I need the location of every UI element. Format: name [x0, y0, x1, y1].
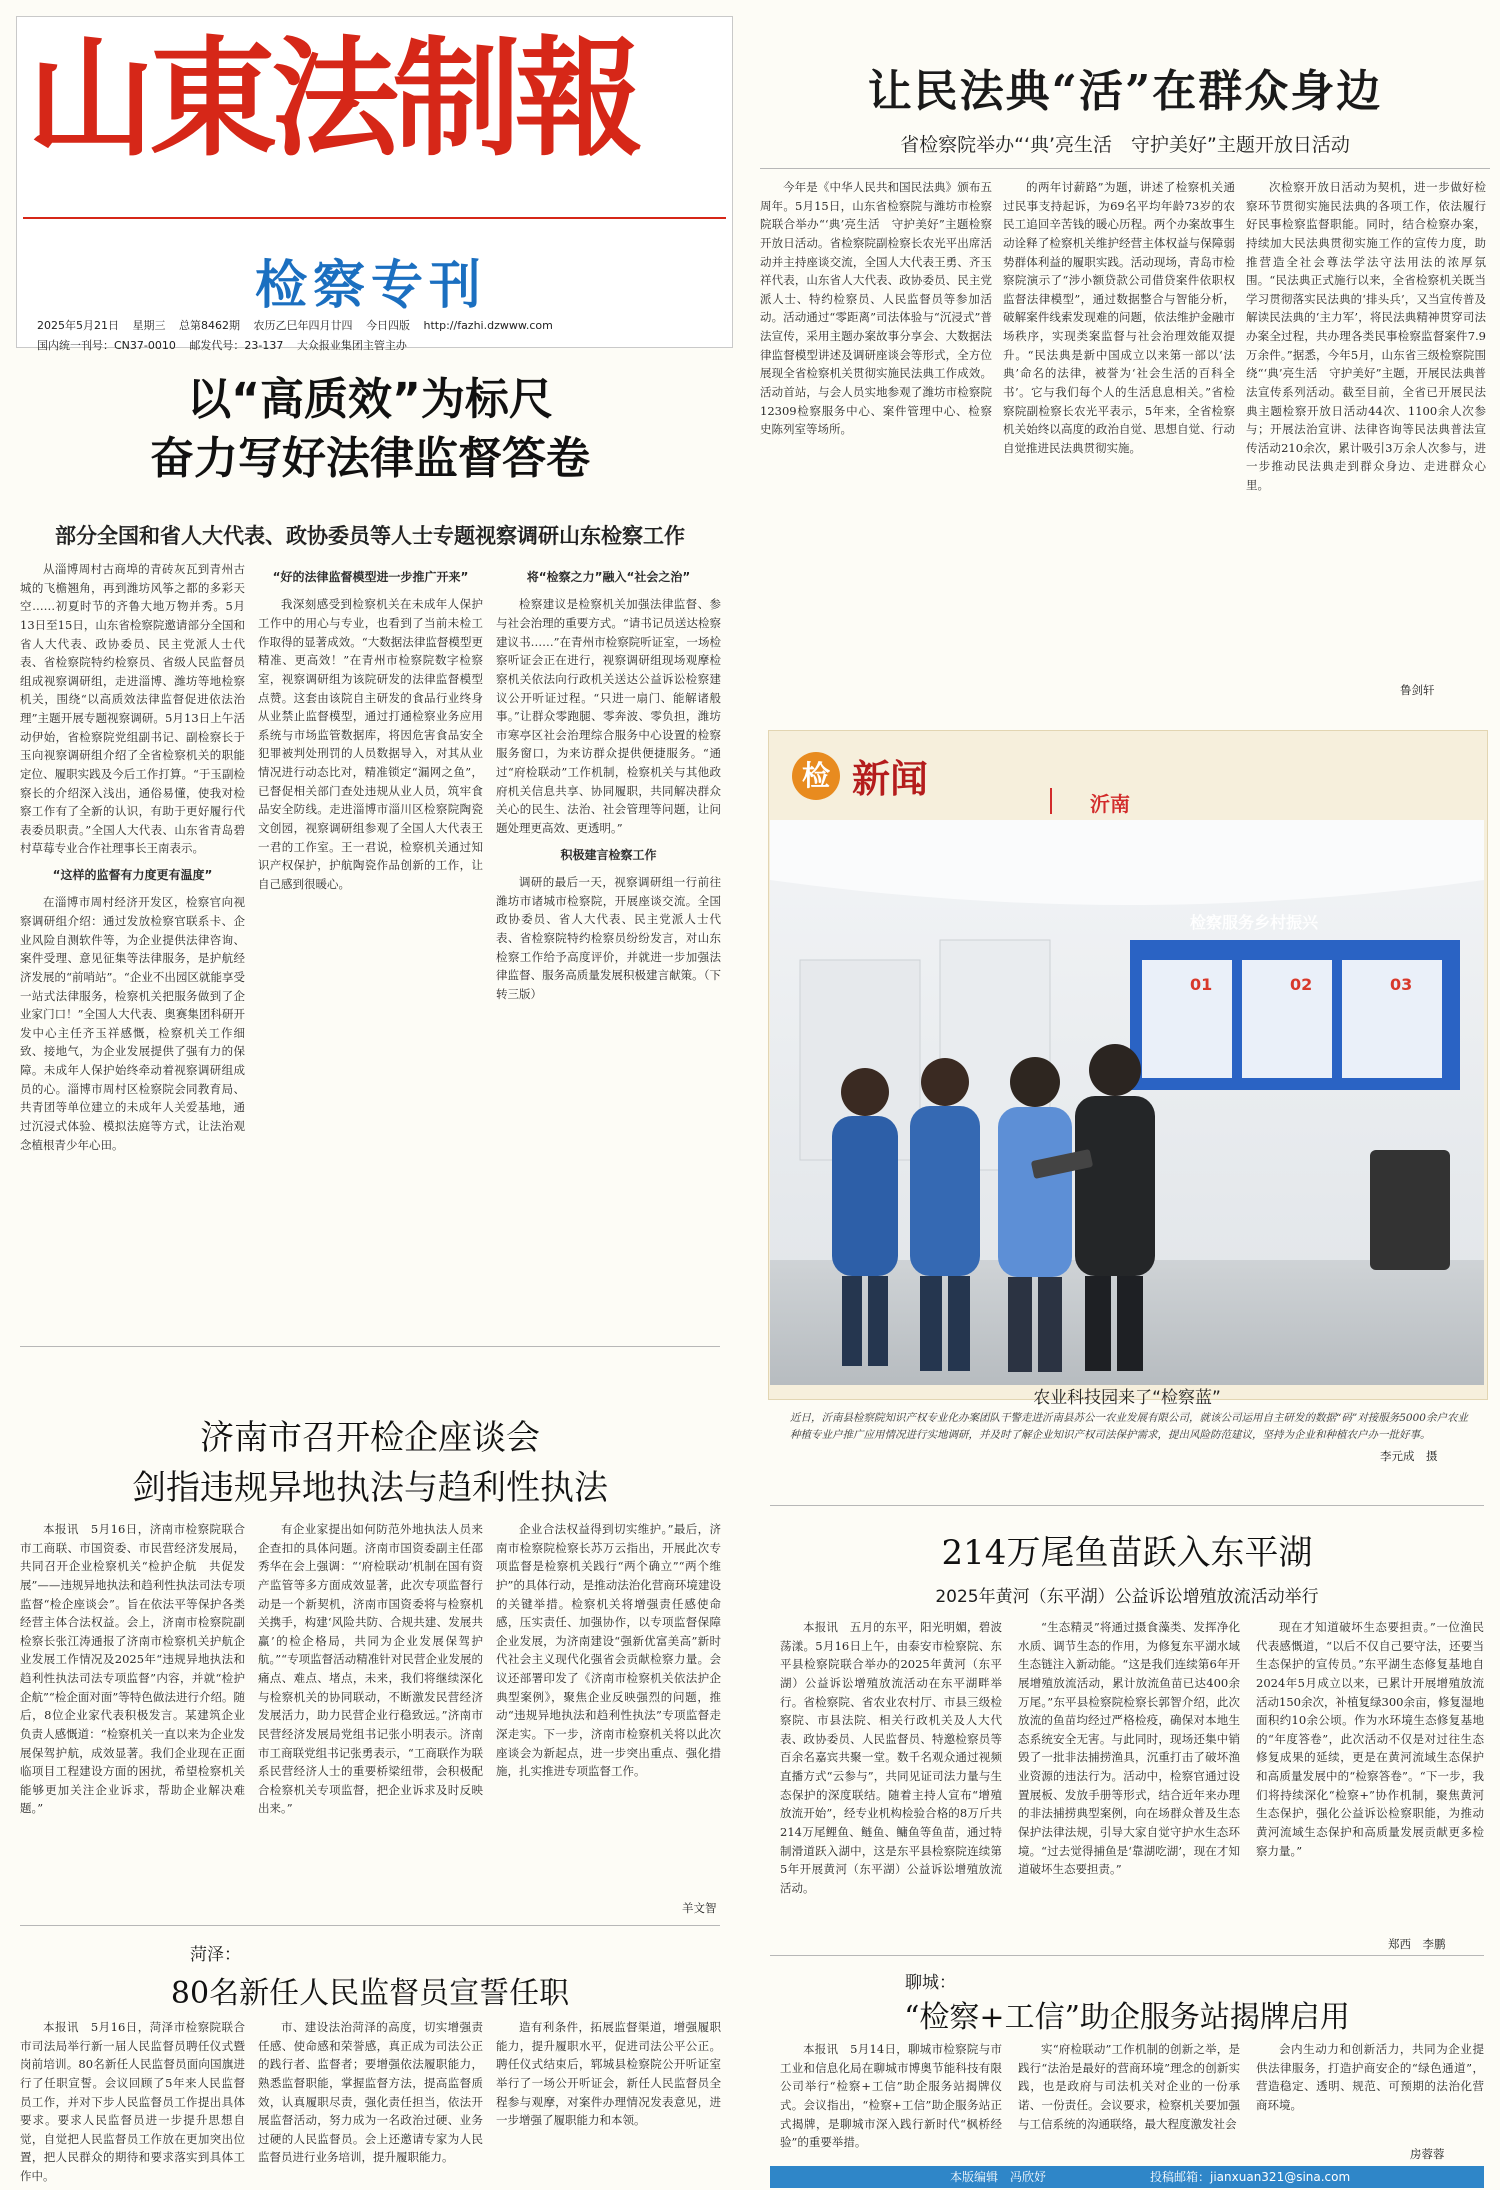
photo-feature-heading: 新闻: [852, 757, 929, 801]
story3-column-3: [496, 2018, 721, 2183]
story4-paragraph: 会内生动力和创新活力，共同为企业提供法律服务，打造护商安企的“绿色通道”，营造稳定、透明、规范、可预期的法治化营商环境。: [1256, 2042, 1484, 2112]
story1-title-line2: 奋力写好法律监督答卷: [150, 433, 590, 485]
story1-subheading: 积极建言检察工作: [560, 847, 657, 862]
story-right1-byline: 鲁剑轩: [1400, 683, 1435, 697]
story1-column-3: [496, 560, 721, 1335]
story1-subheading: 将“检察之力”融入“社会之治”: [526, 570, 691, 584]
newspaper-title: 山東法制報: [27, 24, 638, 174]
story3-paragraph: 本报讯 5月16日，菏泽市检察院联合市司法局举行新一届人民监督员聘任仪式暨岗前培训。80名新任人民监督员面向国旗进行了任职宣誓。会议回顾了5年来人民监督员工作，并对下步人民监督员工作提出具体要求。要求人民监督员进一步提升思想自觉，自觉把人民监督员工作放在更加突出位置，把人民群众的期待和要求落实到具体工作中。: [20, 2020, 245, 2183]
story-right1-paragraph: 的两年讨薪路”为题，讲述了检察机关通过民事支持起诉，为69名平均年龄73岁的农民工追回辛苦钱的暖心历程。两个办案故事生动诠释了检察机关维护经营主体权益与保障弱势群体利益的履职实践。活动现场，青岛市检察院演示了“涉小额贷款公司借贷案件依职权监督法律模型”，通过数据整合与智能分析，破解案件线索发现难的问题，依法维护金融市场秩序，实现类案监督与社会治理效能双提升。“民法典是新中国成立以来第一部以‘法典’命名的法律，被誉为‘社会生活的百科全书’。它与我们每个人的生活息息相关。”省检察院副检察长农光平表示，5年来，全省检察机关始终以高度的政治自觉、思想自觉、行动自觉推进民法典贯彻实施。: [1003, 180, 1235, 455]
story4-column-1: [780, 2040, 1002, 2162]
story-right2-column-2: [1018, 1618, 1240, 1948]
story2-title-line2: 剑指违规异地执法与趋利性执法: [132, 1468, 608, 1508]
issue-pages: 今日四版: [366, 319, 410, 332]
story-right2-paragraph: 本报讯 五月的东平，阳光明媚，碧波荡漾。5月16日上午，由泰安市检察院、东平县检察院联合举办的2025年黄河（东平湖）公益诉讼增殖放流活动在东平湖畔举行。省检察院、省农业农村厅、市县三级检察院、市县法院、相关行政机关及人大代表、政协委员、人民监督员、特邀检察员等百余名嘉宾共聚一堂。数千名观众通过视频直播方式“云参与”，共同见证司法力量与生态保护的深度联结。随着主持人宣布“增殖放流开始”，经专业机构检验合格的8万斤共214万尾鲤鱼、鲢鱼、鳙鱼等鱼苗，通过特制滑道跃入湖中，这是东平县检察院连续第5年开展黄河（东平湖）公益诉讼增殖放流活动。: [780, 1620, 1002, 1895]
story2-byline: 羊文智: [682, 1901, 717, 1915]
story2-title-line1: 济南市召开检企座谈会: [200, 1418, 540, 1458]
masthead-info-line1: [37, 317, 752, 333]
story1-title-line1: 以“高质效”为标尺: [187, 374, 553, 425]
story3-paragraph: 造有利条件，拓展监督渠道，增强履职能力，提升履职水平，促进司法公平公正。聘任仪式结束后，郓城县检察院公开听证室举行了一场公开听证会，新任人民监督员全程参与观摩，对案件办理情况发表意见，进一步增强了履职能力和本领。: [496, 2020, 721, 2128]
footer-bar: [770, 2166, 1484, 2188]
story-right2-title: 214万尾鱼苗跃入东平湖: [941, 1533, 1313, 1573]
story-right1-paragraph: 今年是《中华人民共和国民法典》颁布五周年。5月15日，山东省检察院与潍坊市检察院联合举办“‘典’亮生活 守护美好”主题检察开放日活动。省检察院副检察长农光平出席活动并主持座谈交流，全国人大代表王勇、齐玉祥代表，山东省人大代表、政协委员、民主党派人士、特约检察员、人民监督员等参加活动。活动通过“零距离”司法体验与“沉浸式”普法宣传，采用主题办案故事分享会、大数据法律监督模型讲述及调研座谈会等形式，全方位展现全省检察机关贯彻实施民法典工作成效。活动首站，与会人员实地参观了潍坊市检察院12309检察服务中心、案件管理中心、检察史陈列室等场所。: [760, 180, 992, 437]
story2-paragraph: 有企业家提出如何防范外地执法人员来企查扣的具体问题。济南市国资委副主任邵秀华在会上强调：“‘府检联动’机制在国有资产监管等多方面成效显著，此次专项监督行动是一个新契机，济南市国资委将与检察机关携手，构建‘风险共防、合规共建、发展共赢’的检企格局，共同为企业发展保驾护航。”“专项监督活动精准针对民营企业发展的痛点、难点、堵点，未来，我们将继续深化与检察机关的协同联动，不断激发民营经济发展活力，助力民营企业行稳致远。”济南市民营经济发展局党组书记张小明表示。济南市工商联党组书记张勇表示，“工商联作为联系民营经济人士的重要桥梁纽带，会积极配合检察机关专项监督，把企业诉求及时反映出来。”: [258, 1522, 483, 1816]
story4-kicker: 聊城：: [905, 1973, 956, 1993]
wall-badge: 03: [1390, 975, 1413, 994]
story1-subheading: “这样的监督有力度更有温度”: [52, 868, 213, 882]
story4-column-3: [1256, 2040, 1484, 2148]
photo-scene-illustration: [770, 820, 1484, 1385]
issue-total: 总第8462期: [179, 319, 240, 332]
photo-feature-city: 沂南: [1090, 792, 1130, 816]
story-right2-column-3: [1256, 1618, 1484, 1936]
news-photo: [770, 820, 1484, 1385]
story1-headline: [20, 370, 720, 489]
story1-paragraph: 检察建议是检察机关加强法律监督、参与社会治理的重要方式。“请书记员送达检察建议书……”在青州市检察院听证室，一场检察听证会正在进行，视察调研组现场观摩检察机关依法向行政机关送达公益诉讼检察建议公开听证过程。“只进一扇门、能解诸般事。”让群众零跑腿、零奔波、零负担，潍坊市寒亭区社会治理综合服务中心设置的检察服务窗口，为来访群众提供便捷服务。“通过“府检联动”工作机制，检察机关与其他政府机关信息共享、协同履职，共同解决群众关心的民生、法治、社会管理等问题，让问题处理更高效、更透明。”: [496, 597, 721, 835]
photo-note: 近日，沂南县检察院知识产权专业化办案团队干警走进沂南县苏公一农业发展有限公司，就该公司运用自主研发的数据“码”对接服务5000余户农业种植专业户推广应用情况进行实地调研，并及时了解企业知识产权司法保护需求，提出风险防范建议，坚持为企业和种植农户办一批好事。: [790, 1412, 1468, 1441]
story2-paragraph: 本报讯 5月16日，济南市检察院联合市工商联、市国资委、市民营经济发展局，共同召开企业检察机关“检护企航 共促发展”——违规异地执法和趋利性执法司法专项监督“检企座谈会”。旨在依法平等保护各类经营主体合法权益。会上，济南市检察院副检察长张江涛通报了济南市检察机关护航企业发展工作情况及2025年“违规异地执法和趋利性执法司法专项监督”内容，并就“检护企航”“检企面对面”等特色做法进行介绍。随后，8位企业家代表积极发言。某建筑企业负责人感慨道：“检察机关一直以来为企业发展保驾护航，成效显著。我们企业现在正面临项目工程建设方面的困扰，希望检察机关能够更加关注企业诉求，帮助企业解决难题。”: [20, 1522, 245, 1816]
divider: [770, 1505, 1484, 1506]
story2-paragraph: 企业合法权益得到切实维护。”最后，济南市检察院检察长苏万云指出，开展此次专项监督是检察机关践行“两个确立”“两个维护”的具体行动，是推动法治化营商环境建设的关键举措。检察机关将增强责任感使命感，压实责任、加强协作，以专项监督保障企业发展，为济南建设“强新优富美高”新时代社会主义现代化强省会贡献检察力量。会议还部署印发了《济南市检察机关依法护企典型案例》，聚焦企业反映强烈的问题，推动“违规异地执法和趋利性执法”专项监督走深走实。下一步，济南市检察机关将以此次座谈会为新起点，进一步突出重点、强化措施，扎实推进专项监督工作。: [496, 1522, 721, 1779]
story-right1-title: 让民法典“活”在群众身边: [867, 66, 1383, 117]
story1-deck: 部分全国和省人大代表、政协委员等人士专题视察调研山东检察工作: [55, 524, 685, 548]
story-right2-byline: 郑西 李鹏: [1388, 1937, 1446, 1951]
masthead-title-area: [17, 17, 732, 217]
story2-column-1: [20, 1520, 245, 1920]
story1-paragraph: 我深刻感受到检察机关在未成年人保护工作中的用心与专业，也看到了当前未检工作取得的显著成效。“大数据法律监督模型更精准、更高效！”在青州市检察院数字检察室，视察调研组为该院研发的法律监督模型点赞。这套由该院自主研发的食品行业终身从业禁止监督模型，通过打通检察业务应用系统与市场监管数据库，将因危害食品安全犯罪被判处刑罚的人员数据导入，对其从业情况进行动态比对，精准锁定“漏网之鱼”，已督促相关部门查处违规从业人员，筑牢食品安全防线。走进淄博市淄川区检察院陶瓷文创园，视察调研组参观了全国人大代表王一君的工作室。王一君说，检察机关通过知识产权保护，护航陶瓷作品创新的工作，让自己感到很暖心。: [258, 597, 483, 891]
issue-website[interactable]: http://fazhi.dzwww.com: [423, 319, 553, 332]
story1-column-1: [20, 560, 245, 1335]
postal-code: 邮发代号：23-137: [189, 339, 284, 352]
publisher: 大众报业集团主管主办: [296, 339, 407, 352]
photo-credit: 李元成 摄: [1380, 1449, 1438, 1463]
divider: [760, 168, 1490, 169]
story1-subheading: “好的法律监督模型进一步推广开来”: [272, 570, 469, 584]
heading-divider: [1050, 788, 1052, 814]
story-right1-paragraph: 次检察开放日活动为契机，进一步做好检察环节贯彻实施民法典的各项工作，依法履行好民事检察监督职能。同时，结合检察办案，持续加大民法典贯彻实施工作的宣传力度，助推营造全社会尊法学法守法用法的浓厚氛围。“民法典正式施行以来，全省检察机关既当学习贯彻落实民法典的‘排头兵’，又当宣传普及解读民法典的‘主力军’，将民法典精神贯穿司法办案全过程，共办理各类民事检察监督案件7.9万余件。”据悉，今年5月，山东省三级检察院围绕“‘典’亮生活 守护美好”主题，开展民法典普法宣传系列活动。截至目前，全省已开展民法典主题检察开放日活动44次、1100余人次参与；开展法治宣讲、法律咨询等民法典普法宣传活动210余次，累计吸引3万余人次参与，进一步推动民法典走到群众身边、走进群众心里。: [1246, 180, 1486, 492]
jian-badge-icon: 检: [792, 752, 840, 800]
story-right1-deck: 省检察院举办“‘典’亮生活 守护美好”主题开放日活动: [900, 134, 1350, 156]
issue-weekday: 星期三: [132, 319, 166, 332]
cn-number: 国内统一刊号：CN37-0010: [37, 339, 176, 352]
story4-byline: 房蓉蓉: [1410, 2147, 1445, 2161]
story-right2-paragraph: “生态精灵”将通过摄食藻类、发挥净化水质、调节生态的作用，为修复东平湖水域生态链注入新动能。“这是我们连续第6年开展增殖放流活动，累计放流鱼苗已达400余万尾。”东平县检察院检察长郭智介绍，此次放流的鱼苗均经过严格检疫，确保对本地生态系统安全无害。与此同时，现场还集中销毁了一批非法捕捞渔具，沉重打击了破坏渔业资源的违法行为。活动中，检察官通过设置展板、发放手册等形式，结合近年来办理的非法捕捞典型案例，向在场群众普及生态保护法律法规，引导大家自觉守护水生态环境。“过去觉得捕鱼是‘靠湖吃湖’，现在才知道破坏生态要担责。”: [1018, 1620, 1240, 1877]
story2-column-3: [496, 1520, 721, 1900]
story4-title: “检察+工信”助企服务站揭牌启用: [904, 2000, 1350, 2035]
story-right2-deck: 2025年黄河（东平湖）公益诉讼增殖放流活动举行: [935, 1587, 1319, 1607]
masthead-rule: [23, 217, 726, 219]
story3-paragraph: 市、建设法治菏泽的高度，切实增强责任感、使命感和荣誉感，真正成为司法公正的践行者、监督者；要增强依法履职能力，熟悉监督职能，掌握监督方法，提高监督质效，认真履职尽责，强化责任担当，依法开展监督活动，努力成为一名政治过硬、业务过硬的人民监督员。会上还邀请专家为人民监督员进行业务培训，提升履职能力。: [258, 2020, 483, 2165]
wall-heading: 检察服务乡村振兴: [1190, 913, 1319, 932]
section-title: 检察专刊: [255, 256, 488, 316]
divider: [20, 1346, 720, 1347]
story3-title: 80名新任人民监督员宣誓任职: [170, 1976, 570, 2011]
story-right1-column-3: [1246, 178, 1486, 678]
wall-badge: 01: [1190, 975, 1213, 994]
issue-date: 2025年5月21日: [37, 319, 119, 332]
wall-badge: 02: [1290, 975, 1313, 994]
story1-paragraph: 调研的最后一天，视察调研组一行前往潍坊市诸城市检察院，开展座谈交流。全国政协委员、省人大代表、民主党派人士代表、省检察院特约检察员纷纷发言，对山东检察工作给予高度评价，并就进一步加强法律监督、服务高质量发展积极建言献策。（下转三版）: [496, 875, 721, 1001]
photo-caption: 农业科技园来了“检察蓝”: [1033, 1388, 1221, 1408]
footer-email[interactable]: 投稿邮箱：jianxuan321@sina.com: [1150, 2170, 1351, 2184]
display-screen: [1370, 1150, 1450, 1270]
masthead-info-line2: [37, 337, 752, 353]
story1-column-2: [258, 560, 483, 1335]
story-right2-paragraph: 现在才知道破坏生态要担责。”一位渔民代表感慨道，“以后不仅自己要守法，还要当生态保护的宣传员。”东平湖生态修复基地自2024年5月成立以来，已累计开展增殖放流活动150余次，补植复绿300余亩，修复湿地面积约10余公顷。作为水环境生态修复基地的“年度答卷”，此次活动不仅是对过往生态修复成果的延续，更是在黄河流域生态保护和高质量发展中的“检察答卷”。“下一步，我们将持续深化“检察+”协作机制，聚焦黄河生态保护，强化公益诉讼检察职能，为推动黄河流域生态保护和高质量发展贡献更多检察力量。”: [1256, 1620, 1484, 1858]
story1-paragraph: 在淄博市周村经济开发区，检察官向视察调研组介绍：通过发放检察官联系卡、企业风险自测软件等，为企业提供法律咨询、案件受理、意见征集等法律服务，是护航经济发展的“前哨站”。“企业不出园区就能享受一站式法律服务，检察机关把服务做到了企业家门口！”全国人大代表、奥赛集团科研开发中心主任齐玉祥感慨，检察机关工作细致、接地气，为企业发展提供了强有力的保障。未成年人保护始终牵动着视察调研组成员的心。淄博市周村区检察院会同教育局、共青团等单位建立的未成年人关爱基地，通过沉浸式体验、模拟法庭等方式，让法治观念植根青少年心田。: [20, 895, 245, 1152]
divider: [770, 1955, 1484, 1956]
story3-column-1: [20, 2018, 245, 2183]
story2-column-2: [258, 1520, 483, 1920]
story-right1-column-1: [760, 178, 992, 698]
masthead: [16, 16, 733, 352]
story3-column-2: [258, 2018, 483, 2183]
footer-editor: 本版编辑 冯欣妤: [950, 2170, 1047, 2184]
divider: [20, 1925, 720, 1926]
story4-column-2: [1018, 2040, 1240, 2162]
story3-kicker: 菏泽：: [190, 1945, 241, 1965]
story-right1-column-2: [1003, 178, 1235, 698]
story1-paragraph: 从淄博周村古商埠的青砖灰瓦到青州古城的飞檐翘角，再到潍坊风筝之都的多彩天空……初夏时节的齐鲁大地万物并秀。5月13日至15日，山东省检察院邀请部分全国和省人大代表、政协委员、民主党派人士代表、省检察院特约检察员、省级人民监督员组成视察调研组，走进淄博、潍坊等地检察机关，围绕“以高质效法律监督促进依法治理”主题开展专题视察调研。5月13日上午活动伊始，省检察院党组副书记、副检察长于玉向视察调研组介绍了全省检察机关的职能定位、履职实践及今后工作打算。“于玉副检察长的介绍深入浅出，通俗易懂，使我对检察工作有了全新的认识，有助于更好履行代表委员职责。”全国人大代表、山东省青岛碧村草莓专业合作社理事长王南表示。: [20, 562, 245, 856]
story-right2-column-1: [780, 1618, 1002, 1948]
story4-paragraph: 本报讯 5月14日，聊城市检察院与市工业和信息化局在聊城市博奥节能科技有限公司举行“检察+工信”助企服务站揭牌仪式。会议指出，“检察+工信”助企服务站正式揭牌，是聊城市深入践行新时代“枫桥经验”的重要举措。: [780, 2042, 1002, 2150]
issue-lunar: 农历乙巳年四月廿四: [253, 319, 353, 332]
story4-paragraph: 实“府检联动”工作机制的创新之举，是践行“法治是最好的营商环境”理念的创新实践，也是政府与司法机关对企业的一份承诺、一份责任。会议要求，检察机关要加强与工信系统的沟通联络，最大程度激发社会: [1018, 2042, 1240, 2131]
